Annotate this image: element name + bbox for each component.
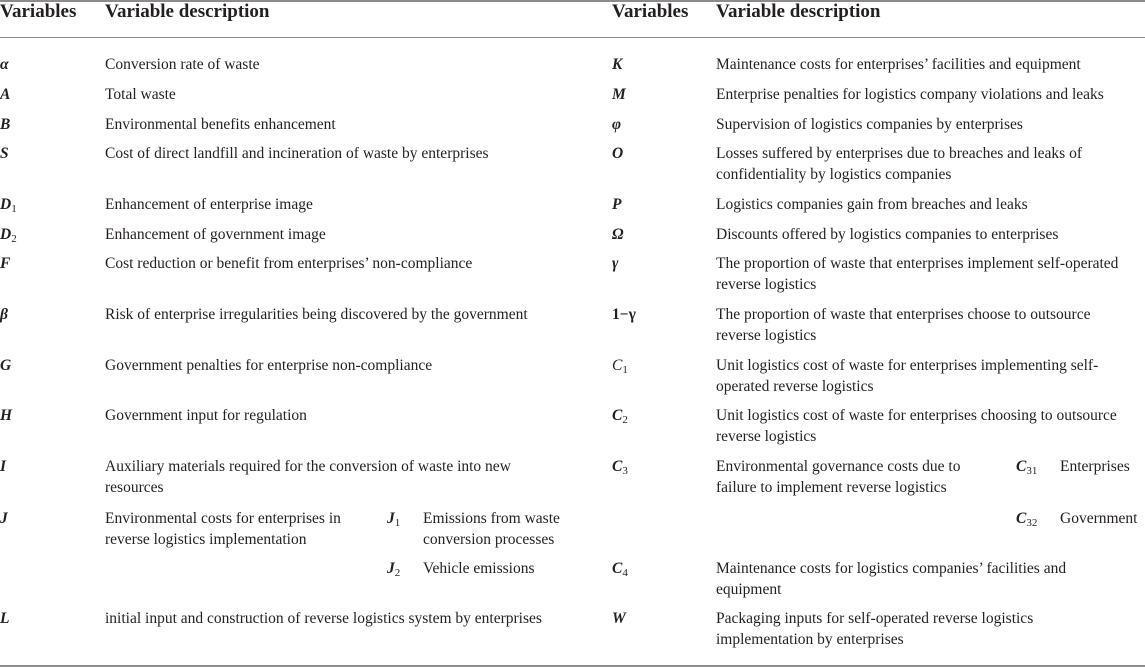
variable-description-line-2: operated reverse logistics — [716, 378, 874, 395]
variable-description-line-1: Losses suffered by enterprises due to breaches and leaks of — [716, 145, 1082, 162]
variable-description-line-1: Unit logistics cost of waste for enterprises choosing to outsource — [716, 407, 1117, 424]
variable-symbol: A — [0, 86, 11, 103]
variable-symbol: W — [612, 610, 626, 627]
variable-description: Government input for regulation — [105, 407, 307, 424]
variable-description: Maintenance costs for enterprises’ facilities and equipment — [716, 56, 1081, 73]
variable-symbol: J — [0, 510, 8, 527]
variable-symbol: $D_2$ — [0, 226, 17, 245]
sub-variable-description: Vehicle emissions — [423, 560, 535, 577]
variable-description-line-2: confidentiality by logistics companies — [716, 166, 952, 183]
sub-variable-description: Enterprises — [1060, 458, 1130, 475]
variable-description: Risk of enterprise irregularities being discovered by the government — [105, 306, 528, 323]
variable-description-line-1: Maintenance costs for logistics companies’ facilities and — [716, 560, 1067, 577]
variable-description-line-1: Unit logistics cost of waste for enterprises implementing self- — [716, 357, 1099, 374]
variable-description: Environmental benefits enhancement — [105, 116, 336, 133]
variable-symbol: $C_2$ — [612, 407, 628, 426]
header-description-left: Variable description — [105, 1, 270, 22]
variable-symbol: $D_1$ — [0, 196, 17, 215]
variable-description-line-2: implementation by enterprises — [716, 631, 904, 648]
variable-description-line-2: resources — [105, 479, 164, 496]
variable-symbol: $C_3$ — [612, 458, 628, 477]
sub-variable-symbol: $J_1$ — [387, 510, 401, 529]
variable-description-line-2: reverse logistics — [716, 428, 817, 445]
variable-symbol: I — [0, 458, 7, 475]
variable-symbol: P — [612, 196, 622, 213]
variable-symbol: β — [0, 306, 8, 323]
sub-variable-description-line-1: Emissions from waste — [423, 510, 560, 527]
sub-variable-description: Government — [1060, 510, 1138, 527]
variable-symbol: L — [0, 610, 10, 627]
variable-description-line-1: The proportion of waste that enterprises choose to outsource — [716, 306, 1091, 323]
variable-description-line-1: Environmental costs for enterprises in — [105, 510, 341, 527]
sub-variable-symbol: $J_2$ — [387, 560, 401, 579]
header-variables-left: Variables — [0, 1, 77, 22]
variable-symbol: F — [0, 255, 11, 272]
sub-variable-symbol: $C_{31}$ — [1016, 458, 1038, 477]
header-description-right: Variable description — [716, 1, 881, 22]
variable-description: Enhancement of government image — [105, 226, 326, 243]
variable-description-line-2: reverse logistics — [716, 276, 817, 293]
variable-description-line-1: Auxiliary materials required for the conversion of waste into new — [105, 458, 511, 475]
variable-symbol: H — [0, 407, 13, 424]
sub-variable-symbol: $C_{32}$ — [1016, 510, 1038, 529]
variable-description: Enterprise penalties for logistics company violations and leaks — [716, 86, 1104, 103]
variable-symbol: Ω — [612, 226, 624, 243]
variable-description: Cost of direct landfill and incineration of waste by enterprises — [105, 145, 489, 162]
variable-symbol: $C_4$ — [612, 560, 628, 579]
header-variables-right: Variables — [612, 1, 689, 22]
variable-symbol: O — [612, 145, 624, 162]
header-rule — [0, 37, 1145, 38]
variable-symbol: γ — [612, 255, 619, 272]
sub-variable-description-line-2: conversion processes — [423, 531, 555, 548]
variable-description-line-1: Packaging inputs for self-operated reverse logistics — [716, 610, 1034, 627]
variable-description: initial input and construction of reverse logistics system by enterprises — [105, 610, 542, 627]
variable-description: Conversion rate of waste — [105, 56, 260, 73]
variable-description: Total waste — [105, 86, 176, 103]
variable-description: Logistics companies gain from breaches and leaks — [716, 196, 1028, 213]
variable-symbol: S — [0, 145, 9, 162]
variable-description-line-2: reverse logistics — [716, 327, 817, 344]
variable-symbol: $C_1$ — [612, 357, 628, 376]
bottom-rule — [0, 665, 1145, 667]
variable-description-line-1: Environmental governance costs due to — [716, 458, 961, 475]
variable-symbol: φ — [612, 116, 622, 133]
variable-symbol: α — [0, 56, 9, 73]
variable-description: Government penalties for enterprise non-compliance — [105, 357, 433, 374]
variable-description: Discounts offered by logistics companies to enterprises — [716, 226, 1059, 243]
variable-description-line-2: failure to implement reverse logistics — [716, 479, 947, 496]
variable-symbol: M — [612, 86, 626, 103]
variable-description-line-1: The proportion of waste that enterprises implement self-operated — [716, 255, 1119, 272]
variable-symbol: B — [0, 116, 11, 133]
variable-description: Enhancement of enterprise image — [105, 196, 313, 213]
variable-description-line-2: reverse logistics implementation — [105, 531, 307, 548]
variable-description: Cost reduction or benefit from enterprises’ non-compliance — [105, 255, 473, 272]
variable-description-line-2: equipment — [716, 581, 782, 598]
variable-symbol: K — [612, 56, 623, 73]
variable-symbol: G — [0, 357, 12, 374]
variable-symbol: 1−γ — [612, 306, 636, 323]
variable-description: Supervision of logistics companies by enterprises — [716, 116, 1023, 133]
